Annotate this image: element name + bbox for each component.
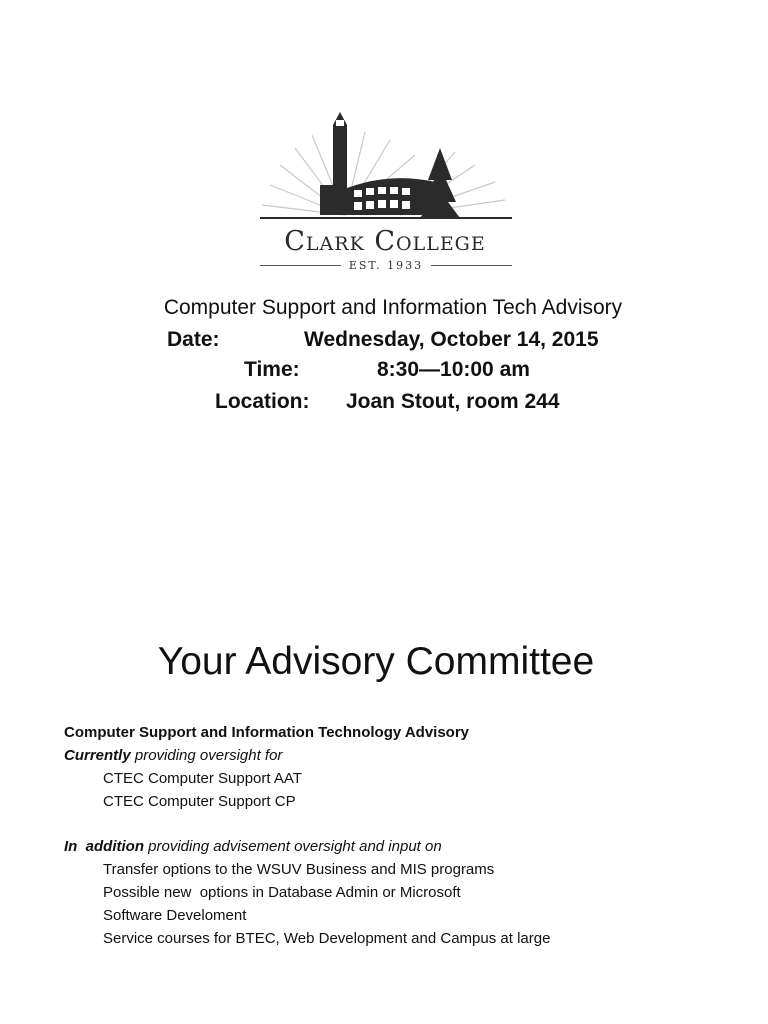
list-item: CTEC Computer Support AAT xyxy=(103,770,302,787)
committee-subheading: Computer Support and Information Technology Advisory xyxy=(64,724,470,741)
location-label: Location: xyxy=(215,390,310,413)
committee-description xyxy=(64,721,744,950)
date-value: Wednesday, October 14, 2015 xyxy=(304,328,599,351)
list-item: Possible new options in Database Admin or Microsoft xyxy=(103,884,461,901)
current-rest: providing oversight for xyxy=(130,747,283,764)
spacer xyxy=(64,813,744,835)
list-item: Service courses for BTEC, Web Development and Campus at large xyxy=(103,930,551,947)
college-name: Clark College xyxy=(284,226,486,257)
addition-lead: In addition xyxy=(64,838,144,855)
date-label: Date: xyxy=(167,328,220,351)
established-year: EST. 1933 xyxy=(348,258,424,272)
list-item: CTEC Computer Support CP xyxy=(103,793,296,810)
divider-left xyxy=(260,265,341,266)
current-intro xyxy=(64,744,744,767)
location-value: Joan Stout, room 244 xyxy=(346,390,560,413)
list-item: Software Develoment xyxy=(103,907,247,924)
divider-right xyxy=(431,265,512,266)
time-label: Time: xyxy=(244,358,300,381)
meeting-title: Computer Support and Information Tech Advisory xyxy=(163,296,623,319)
committee-heading: Your Advisory Committee xyxy=(157,640,595,683)
established-row xyxy=(260,258,512,272)
current-lead: Currently xyxy=(64,747,131,764)
time-value: 8:30—10:00 am xyxy=(377,358,530,381)
addition-rest: providing advisement oversight and input on xyxy=(144,838,442,855)
addition-intro xyxy=(64,835,744,858)
list-item: Transfer options to the WSUV Business and MIS programs xyxy=(103,861,495,878)
